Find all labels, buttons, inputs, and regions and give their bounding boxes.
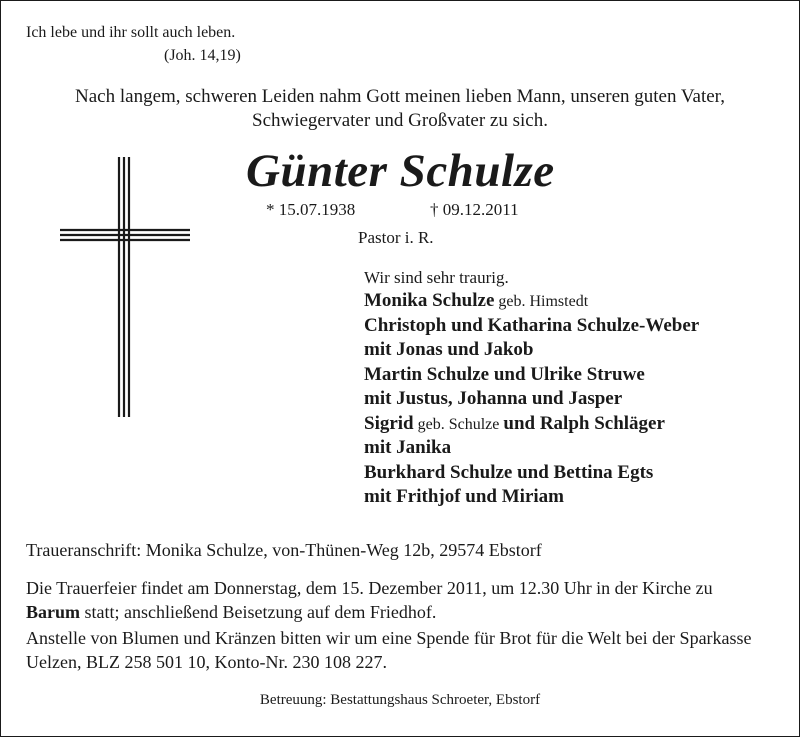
donation-line-1: Anstelle von Blumen und Kränzen bitten wir um eine Spende für Brot für die Welt bei der Sparkasse <box>26 628 752 648</box>
mourner-line <box>364 339 533 361</box>
mourner-name: mit Frithjof und Miriam <box>364 486 565 507</box>
funeral-home-note: Betreuung: Bestattungshaus Schroeter, Ebstorf <box>259 692 541 708</box>
bible-reference: (Joh. 14,19) <box>164 47 241 64</box>
mourner-name: mit Justus, Johanna und Jasper <box>364 388 623 409</box>
intro-line-2: Schwiegervater und Großvater zu sich. <box>252 110 548 131</box>
mourner-name: Monika Schulze <box>364 290 495 311</box>
mourner-name: mit Jonas und Jakob <box>364 339 534 360</box>
donation-line-2: Uelzen, BLZ 258 501 10, Konto-Nr. 230 108 227. <box>26 652 387 672</box>
mourning-address: Traueranschrift: Monika Schulze, von-Thünen-Weg 12b, 29574 Ebstorf <box>26 540 542 560</box>
mourner-name: Martin Schulze und Ulrike Struwe <box>364 363 645 385</box>
mourner-name: Christoph und Katharina Schulze-Weber <box>364 314 700 336</box>
mourner-note: geb. Himstedt <box>494 293 589 310</box>
mourner-line <box>364 315 699 337</box>
mourner-line <box>364 388 622 410</box>
mourner-line <box>364 437 451 459</box>
deceased-name: Günter Schulze <box>246 145 555 197</box>
funeral-line-2 <box>26 602 436 623</box>
death-date: † 09.12.2011 <box>430 200 519 219</box>
mourner-line <box>364 413 665 435</box>
latin-cross-icon <box>60 157 190 417</box>
intro-line-1: Nach langem, schweren Leiden nahm Gott meinen lieben Mann, unseren guten Vater, <box>75 86 725 107</box>
mourner-note: geb. Schulze <box>413 415 504 433</box>
mourner-line <box>364 290 588 312</box>
motto-text: Ich lebe und ihr sollt auch leben. <box>26 24 236 41</box>
mourner-line <box>364 486 564 508</box>
mourners-intro: Wir sind sehr traurig. <box>364 268 509 287</box>
funeral-line-2-rest: statt; anschließend Beisetzung auf dem Friedhof. <box>80 602 437 622</box>
deceased-title: Pastor i. R. <box>358 228 434 247</box>
mourner-name-extra: und Ralph Schläger <box>503 412 665 434</box>
funeral-line-1: Die Trauerfeier findet am Donnerstag, dem 15. Dezember 2011, um 12.30 Uhr in der Kirche zu <box>26 578 713 598</box>
mourner-line <box>364 462 653 484</box>
mourner-name: mit Janika <box>364 437 452 458</box>
birth-date: * 15.07.1938 <box>266 200 356 219</box>
funeral-place: Barum <box>26 602 80 622</box>
mourner-name: Burkhard Schulze und Bettina Egts <box>364 461 654 483</box>
mourner-name: Sigrid <box>364 412 414 434</box>
mourner-line <box>364 364 645 386</box>
